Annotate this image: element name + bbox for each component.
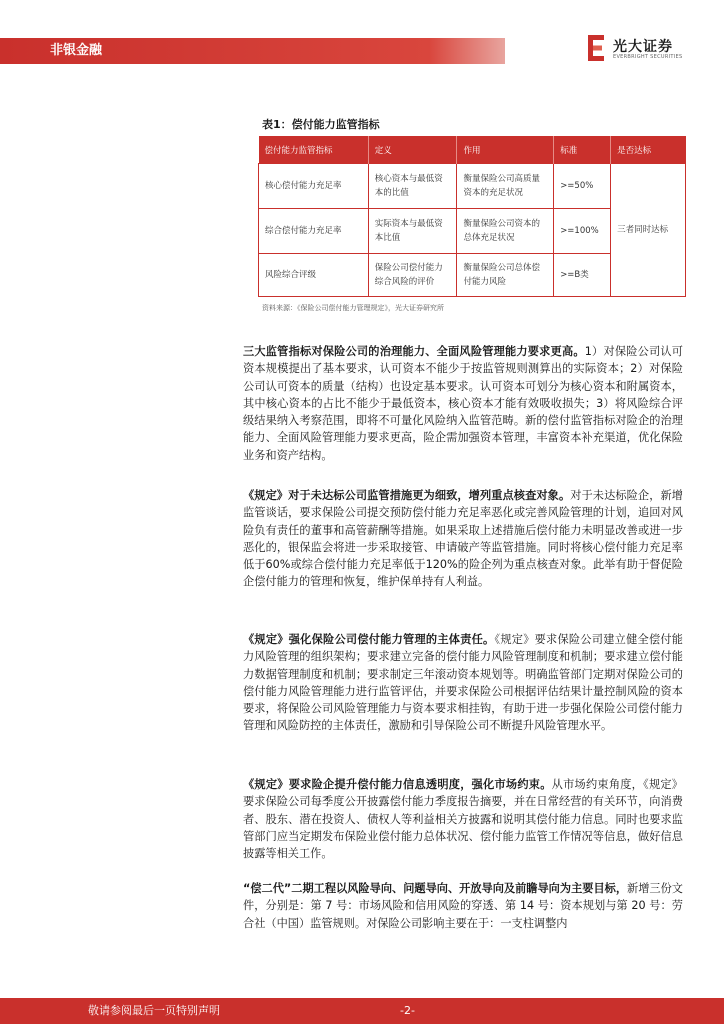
table-header-row xyxy=(259,136,686,164)
paragraph-lead: 《规定》对于未达标公司监管措施更为细致，增列重点核查对象。 xyxy=(243,489,571,502)
metric-purpose: 衡量保险公司高质量资本的充足状况 xyxy=(457,164,554,209)
paragraph-body: 1）对保险公司认可资本规模提出了基本要求，认可资本不能少于按监管规则测算出的实际资本；2）对保险公司认可资本的质量（结构）也设定基本要求。认可资本可划分为核心资本和附属资本，其中核心资本的占比不能少于最低资本，核心资本才能有效吸收损失；3）将风险综合评级结果纳入考察范围，即将不可量化风险纳入监管范畴。新的偿付监管指标对险企的治理能力、全面风险管理能力要求更高，险企需加强资本管理，丰富资本补充渠道，优化保险业务和资产结构。 xyxy=(243,345,683,462)
page-footer xyxy=(0,998,724,1024)
paragraph-lead: 《规定》强化保险公司偿付能力管理的主体责任。 xyxy=(243,633,495,646)
metric-name: 风险综合评级 xyxy=(259,254,369,297)
paragraph-lead: “偿二代”二期工程以风险导向、问题导向、开放导向及前瞻导向为主要目标， xyxy=(243,882,628,895)
section-tag: 非银金融 xyxy=(0,38,505,64)
body-paragraph xyxy=(243,343,683,464)
table-source-note: 资料来源：《保险公司偿付能力管理规定》，光大证券研究所 xyxy=(262,304,444,312)
footer-disclaimer: 敬请参阅最后一页特别声明 xyxy=(88,1004,220,1017)
paragraph-lead: 三大监管指标对保险公司的治理能力、全面风险管理能力要求更高。 xyxy=(243,345,585,358)
logo-mark-icon xyxy=(586,34,606,62)
table-title: 表1：偿付能力监管指标 xyxy=(262,118,380,131)
metric-definition: 保险公司偿付能力综合风险的评价 xyxy=(368,254,457,297)
body-paragraph xyxy=(243,631,683,735)
paragraph-body: 对于未达标险企，新增监管谈话，要求保险公司提交预防偿付能力充足率恶化或完善风险管理的计划，追回对风险负有责任的董事和高管薪酬等措施。如果采取上述措施后偿付能力未明显改善或进一步恶化的，银保监会将进一步采取接管、申请破产等监管措施。同时将核心偿付能力充足率低于60%或综合偿付能力充足率低于120%的险企列为重点核查对象。此举有助于督促险企偿付能力的管理和恢复，维护保单持有人利益。 xyxy=(243,489,683,589)
paragraph-body: 《规定》要求保险公司建立健全偿付能力风险管理的组织架构；要求建立完备的偿付能力风险管理制度和机制；要求建立偿付能力数据管理制度和机制；要求制定三年滚动资本规划等。明确监管部门定期对保险公司的偿付能力风险管理能力进行监管评估，并要求保险公司根据评估结果计量控制风险的资本要求，将保险公司风险管理能力与资本要求相挂钩，有助于进一步强化保险公司偿付能力管理和风险防控的主体责任，激励和引导保险公司不断提升风险管理水平。 xyxy=(243,633,683,733)
metric-standard: >=50% xyxy=(554,164,611,209)
metric-standard: >=B类 xyxy=(554,254,611,297)
company-logo xyxy=(586,34,716,64)
solvency-metrics-table xyxy=(258,136,686,297)
metric-name: 综合偿付能力充足率 xyxy=(259,209,369,254)
page-header xyxy=(0,0,724,66)
logo-text: 光大证券 xyxy=(613,39,673,55)
table-header-cell: 偿付能力监管指标 xyxy=(259,136,369,164)
metric-standard: >=100% xyxy=(554,209,611,254)
body-paragraph xyxy=(243,487,683,591)
metric-definition: 核心资本与最低资本的比值 xyxy=(368,164,457,209)
paragraph-body: 新增三份文件，分别是：第 7 号：市场风险和信用风险的穿透、第 14 号：资本规划与第 20 号：劳合社（中国）监管规则。对保险公司影响主要在于：一支柱调整内 xyxy=(243,882,683,930)
body-paragraph xyxy=(243,776,683,862)
table-row xyxy=(259,164,686,209)
metric-definition: 实际资本与最低资本比值 xyxy=(368,209,457,254)
compliance-cell: 三者同时达标 xyxy=(611,164,686,297)
metric-purpose: 衡量保险公司总体偿付能力风险 xyxy=(457,254,554,297)
page-number: -2- xyxy=(400,1004,415,1017)
paragraph-body: 从市场约束角度，《规定》要求保险公司每季度公开披露偿付能力季度报告摘要，并在日常经营的有关环节，向消费者、股东、潜在投资人、债权人等利益相关方披露和说明其偿付能力信息。同时也要求监管部门应当定期发布保险业偿付能力总体状况、偿付能力监管工作情况等信息，做好信息披露等相关工作。 xyxy=(243,778,683,861)
table-header-cell: 是否达标 xyxy=(611,136,686,164)
table-header-cell: 标准 xyxy=(554,136,611,164)
table-header-cell: 作用 xyxy=(457,136,554,164)
logo-subtitle: EVERBRIGHT SECURITIES xyxy=(613,54,683,60)
metric-name: 核心偿付能力充足率 xyxy=(259,164,369,209)
body-paragraph xyxy=(243,880,683,932)
metric-purpose: 衡量保险公司资本的总体充足状况 xyxy=(457,209,554,254)
paragraph-lead: 《规定》要求险企提升偿付能力信息透明度，强化市场约束。 xyxy=(243,778,552,791)
table-header-cell: 定义 xyxy=(368,136,457,164)
